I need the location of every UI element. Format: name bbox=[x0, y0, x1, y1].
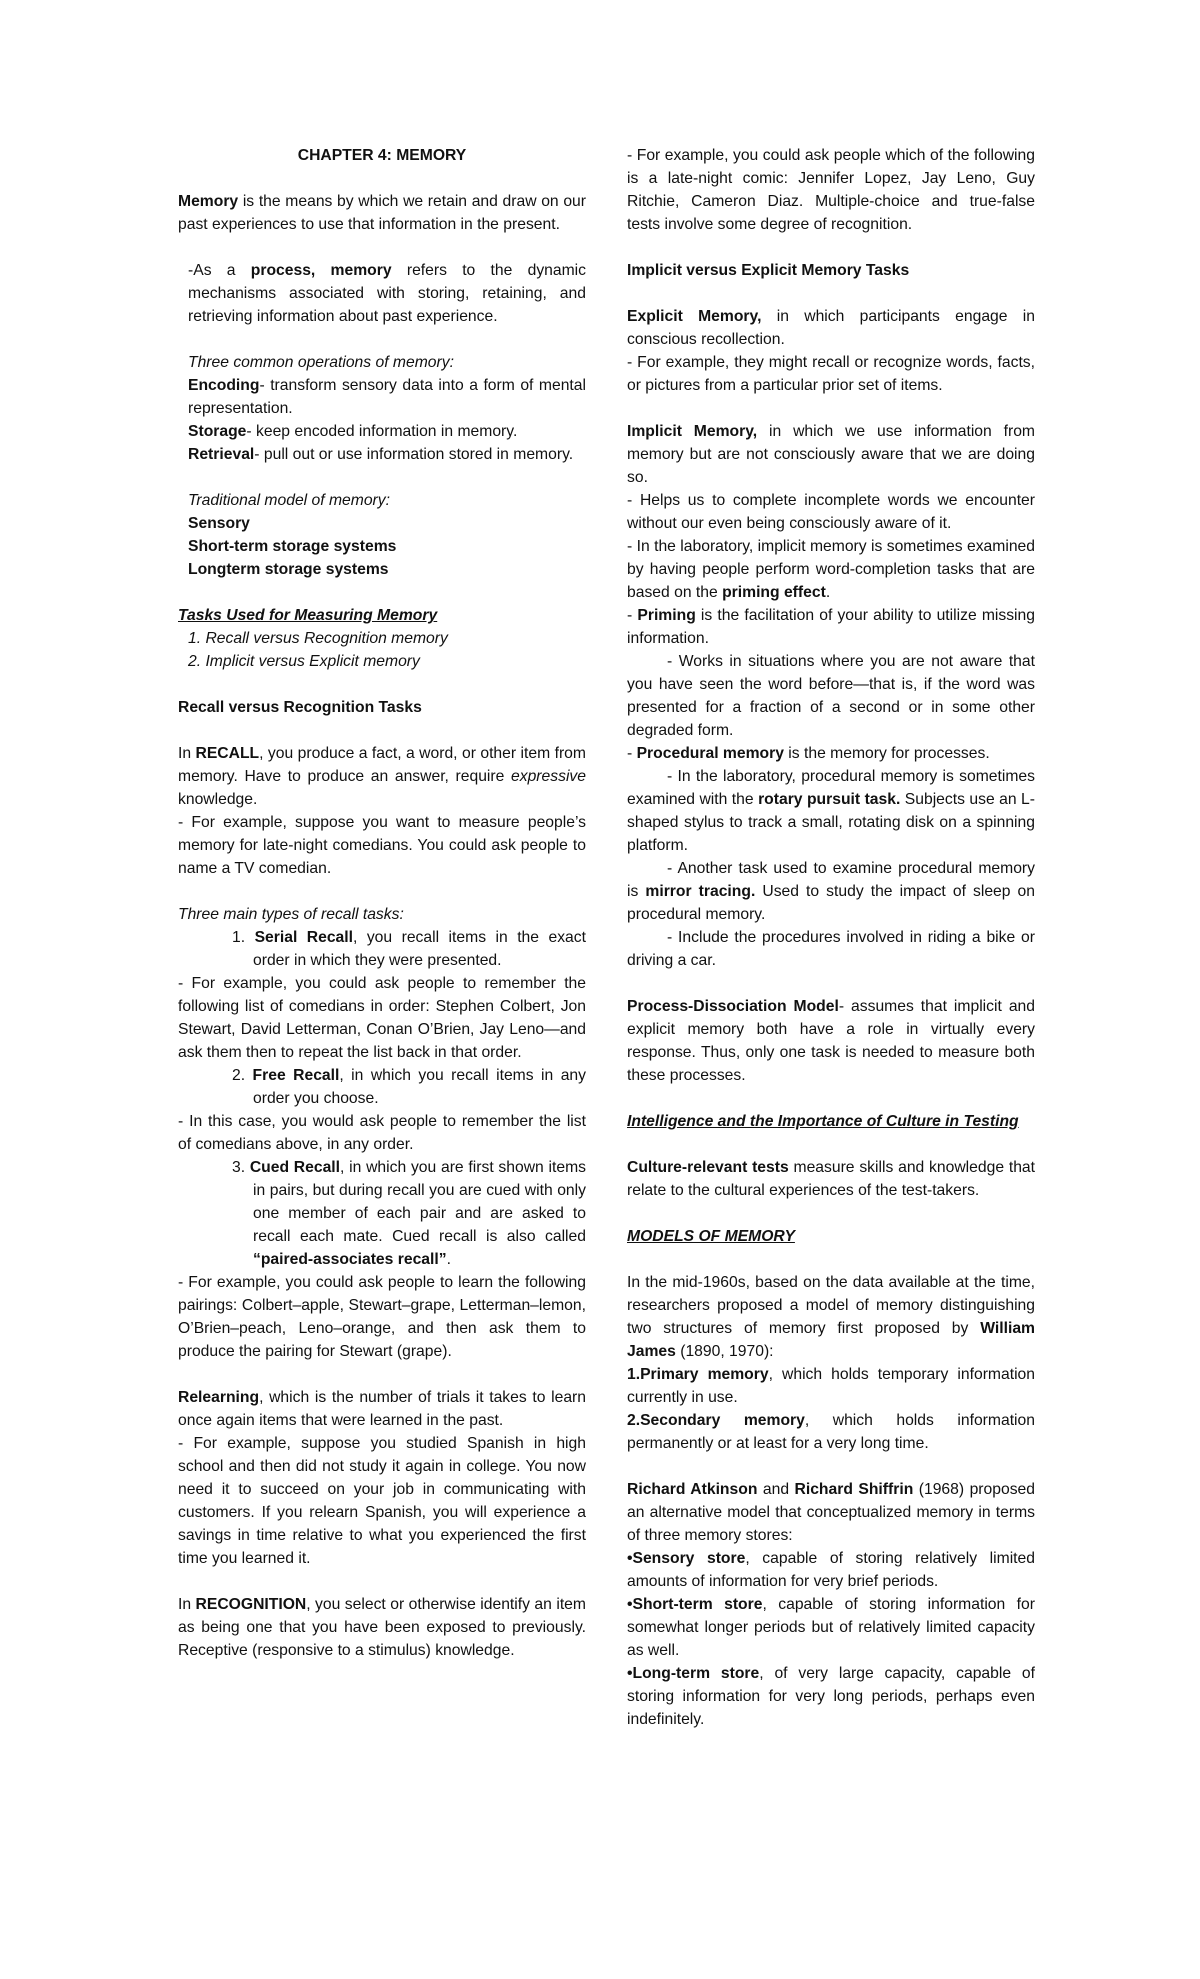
text-run: Three common operations of memory: bbox=[188, 354, 454, 371]
text-run: MODELS OF MEMORY bbox=[627, 1228, 795, 1245]
paragraph bbox=[627, 144, 1035, 236]
paragraph-spacer bbox=[627, 236, 1035, 259]
text-run: knowledge. bbox=[178, 791, 258, 808]
text-run: Cued Recall bbox=[249, 1159, 341, 1176]
text-run: - assumes that implicit and explicit memory both have a role in virtually every response. Thus, only one task is needed to measure both these processes. bbox=[627, 998, 1035, 1084]
text-run: Procedural memory bbox=[636, 745, 784, 762]
text-run: , you recall items in the exact order in which they were presented. bbox=[253, 929, 586, 969]
paragraph bbox=[178, 259, 586, 328]
paragraph bbox=[627, 1156, 1035, 1202]
paragraph bbox=[178, 1593, 586, 1662]
paragraph bbox=[178, 512, 586, 535]
paragraph bbox=[627, 305, 1035, 351]
paragraph bbox=[627, 995, 1035, 1087]
text-run: , which is the number of trials it takes to learn once again items that were learned in the past. bbox=[178, 1389, 586, 1429]
paragraph bbox=[627, 1271, 1035, 1363]
text-run: , which holds temporary information currently in use. bbox=[627, 1366, 1036, 1406]
paragraph bbox=[178, 1386, 586, 1432]
paragraph-spacer bbox=[627, 972, 1035, 995]
text-run: Tasks Used for Measuring Memory bbox=[178, 607, 438, 624]
paragraph-spacer bbox=[178, 1570, 586, 1593]
text-run: , capable of storing information for somewhat longer periods but of relatively limited capacity as well. bbox=[627, 1596, 1035, 1659]
paragraph bbox=[627, 259, 1035, 282]
paragraph bbox=[627, 650, 1035, 742]
paragraph bbox=[627, 765, 1035, 857]
text-run: 1.Primary memory bbox=[627, 1366, 769, 1383]
text-run: - Include the procedures involved in riding a bike or driving a car. bbox=[627, 929, 1035, 969]
text-run: . bbox=[825, 584, 831, 601]
paragraph-spacer bbox=[627, 1202, 1035, 1225]
text-run: Sensory bbox=[188, 515, 250, 532]
text-run: Recall versus Recognition Tasks bbox=[178, 699, 422, 716]
paragraph bbox=[627, 1593, 1035, 1662]
text-run: In bbox=[178, 1596, 196, 1613]
text-run: Retrieval bbox=[188, 446, 255, 463]
text-run: - In the laboratory, implicit memory is sometimes examined by having people perform word-completion tasks that are based on the bbox=[627, 538, 1035, 601]
right-column bbox=[627, 144, 1035, 1731]
text-run: Explicit Memory, bbox=[627, 308, 762, 325]
paragraph-spacer bbox=[627, 1248, 1035, 1271]
paragraph bbox=[178, 535, 586, 558]
text-run: process, memory bbox=[250, 262, 392, 279]
text-run: , of very large capacity, capable of storing information for very long periods, perhaps even indefinitely. bbox=[627, 1665, 1035, 1728]
text-run: •Long-term store bbox=[627, 1665, 760, 1682]
text-run: and bbox=[757, 1481, 795, 1498]
paragraph bbox=[178, 972, 586, 1064]
text-run: “paired-associates recall” bbox=[253, 1251, 447, 1268]
paragraph bbox=[627, 1110, 1035, 1133]
paragraph bbox=[178, 604, 586, 627]
text-run: Relearning bbox=[178, 1389, 260, 1406]
paragraph-spacer bbox=[627, 1133, 1035, 1156]
text-run: rotary pursuit task. bbox=[758, 791, 901, 808]
text-run: 1. bbox=[232, 929, 255, 946]
paragraph-spacer bbox=[627, 1455, 1035, 1478]
text-run: - For example, you could ask people which of the following is a late-night comic: Jennifer Lopez, Jay Leno, Guy Ritchie, Cameron Diaz. Multiple-choice and true-false tests involve some degree of recognition. bbox=[627, 147, 1035, 233]
text-run: - In this case, you would ask people to remember the list of comedians above, in any order. bbox=[178, 1113, 586, 1153]
text-run: measure skills and knowledge that relate to the cultural experiences of the test-takers. bbox=[627, 1159, 1036, 1199]
paragraph bbox=[178, 351, 586, 374]
text-run: is the memory for processes. bbox=[783, 745, 990, 762]
text-run: Subjects use an L-shaped stylus to track a small, rotating disk on a spinning platform. bbox=[627, 791, 1035, 854]
text-run: Three main types of recall tasks: bbox=[178, 906, 404, 923]
text-run: Free Recall bbox=[252, 1067, 340, 1084]
text-run: -As a bbox=[188, 262, 251, 279]
paragraph bbox=[178, 650, 586, 673]
text-run: CHAPTER 4: MEMORY bbox=[297, 147, 467, 164]
text-run: Longterm storage systems bbox=[188, 561, 389, 578]
paragraph bbox=[178, 144, 586, 167]
text-run: 2. bbox=[232, 1067, 253, 1084]
paragraph-spacer bbox=[178, 466, 586, 489]
text-run: RECOGNITION bbox=[195, 1596, 307, 1613]
paragraph bbox=[627, 489, 1035, 535]
text-run: 2.Secondary memory bbox=[627, 1412, 805, 1429]
text-run: Traditional model of memory: bbox=[188, 492, 390, 509]
text-run: - bbox=[627, 745, 637, 762]
text-run: Implicit Memory, bbox=[627, 423, 758, 440]
text-run: , you produce a fact, a word, or other item from memory. Have to produce an answer, require bbox=[178, 745, 586, 785]
paragraph bbox=[178, 489, 586, 512]
text-run: (1968) proposed an alternative model that conceptualized memory in terms of three memory stores: bbox=[627, 1481, 1035, 1544]
paragraph bbox=[178, 1432, 586, 1570]
paragraph-spacer bbox=[178, 236, 586, 259]
text-run: - bbox=[627, 607, 638, 624]
text-run: Culture-relevant tests bbox=[627, 1159, 789, 1176]
text-run: Richard Atkinson bbox=[627, 1481, 758, 1498]
paragraph bbox=[627, 1547, 1035, 1593]
text-run: •Short-term store bbox=[627, 1596, 763, 1613]
text-run: in which participants engage in conscious recollection. bbox=[627, 308, 1036, 348]
text-run: is the means by which we retain and draw on our past experiences to use that information in the present. bbox=[178, 193, 586, 233]
text-run: William James bbox=[627, 1320, 1035, 1360]
paragraph bbox=[178, 1110, 586, 1156]
text-run: - transform sensory data into a form of mental representation. bbox=[188, 377, 586, 417]
text-run: Process-Dissociation Model bbox=[627, 998, 839, 1015]
paragraph bbox=[178, 190, 586, 236]
text-run: - keep encoded information in memory. bbox=[246, 423, 518, 440]
text-run: in which we use information from memory but are not consciously aware that we are doing so. bbox=[627, 423, 1035, 486]
paragraph-spacer bbox=[178, 1363, 586, 1386]
text-run: - For example, suppose you studied Spanish in high school and then did not study it again in college. You now need it to succeed on your job in communicating with customers. If you relearn Spanish, you will experience a savings in time relative to what you experienced the first time you learned it. bbox=[178, 1435, 586, 1567]
text-run: 3. bbox=[232, 1159, 250, 1176]
paragraph-spacer bbox=[627, 282, 1035, 305]
paragraph bbox=[178, 926, 586, 972]
text-run: Encoding bbox=[188, 377, 260, 394]
text-run: , in which you recall items in any order you choose. bbox=[253, 1067, 586, 1107]
paragraph-spacer bbox=[178, 328, 586, 351]
text-run: - For example, they might recall or recognize words, facts, or pictures from a particular prior set of items. bbox=[627, 354, 1035, 394]
left-column bbox=[178, 144, 586, 1662]
text-run: In bbox=[178, 745, 196, 762]
paragraph bbox=[178, 1156, 586, 1271]
paragraph bbox=[178, 811, 586, 880]
paragraph bbox=[627, 1409, 1035, 1455]
text-run: - In the laboratory, procedural memory is sometimes examined with the bbox=[627, 768, 1035, 808]
text-run: - For example, suppose you want to measure people’s memory for late-night comedians. You could ask people to name a TV comedian. bbox=[178, 814, 586, 877]
paragraph bbox=[627, 742, 1035, 765]
paragraph bbox=[627, 604, 1035, 650]
text-run: - pull out or use information stored in memory. bbox=[254, 446, 574, 463]
paragraph-spacer bbox=[627, 397, 1035, 420]
paragraph bbox=[178, 1271, 586, 1363]
text-run: , capable of storing relatively limited amounts of information for very brief periods. bbox=[627, 1550, 1035, 1590]
paragraph bbox=[178, 627, 586, 650]
paragraph-spacer bbox=[178, 719, 586, 742]
paragraph bbox=[178, 1064, 586, 1110]
text-run: - Works in situations where you are not aware that you have seen the word before—that is, if the word was presented for a fraction of a second or in some other degraded form. bbox=[627, 653, 1035, 739]
paragraph bbox=[627, 351, 1035, 397]
paragraph-spacer bbox=[627, 1087, 1035, 1110]
text-run: , in which you are first shown items in pairs, but during recall you are cued with only one member of each pair and are asked to recall each mate. Cued recall is also called bbox=[253, 1159, 586, 1245]
paragraph bbox=[178, 443, 586, 466]
text-run: - For example, you could ask people to remember the following list of comedians in order: Stephen Colbert, Jon Stewart, David Letterman, Conan O’Brien, Jay Leno—and ask them then to repeat the list back in that order. bbox=[178, 975, 586, 1061]
paragraph-spacer bbox=[178, 673, 586, 696]
text-run: Storage bbox=[188, 423, 247, 440]
text-run: refers to the dynamic mechanisms associated with storing, retaining, and retrieving information about past experience. bbox=[188, 262, 587, 325]
paragraph-spacer bbox=[178, 880, 586, 903]
text-run: Implicit versus Explicit Memory Tasks bbox=[627, 262, 910, 279]
paragraph bbox=[627, 535, 1035, 604]
text-run: . bbox=[446, 1251, 451, 1268]
paragraph bbox=[178, 374, 586, 420]
paragraph bbox=[627, 1225, 1035, 1248]
text-run: , you select or otherwise identify an item as being one that you have been exposed to previously. Receptive (responsive to a stimulus) knowledge. bbox=[178, 1596, 586, 1659]
text-run: RECALL bbox=[195, 745, 260, 762]
text-run: Serial Recall bbox=[254, 929, 353, 946]
paragraph bbox=[627, 1363, 1035, 1409]
paragraph-spacer bbox=[178, 167, 586, 190]
text-run: - Another task used to examine procedural memory is bbox=[627, 860, 1035, 900]
text-run: priming effect bbox=[722, 584, 826, 601]
text-run: 1. Recall versus Recognition memory bbox=[188, 630, 448, 647]
text-run: Priming bbox=[637, 607, 696, 624]
paragraph bbox=[178, 696, 586, 719]
text-run: Richard Shiffrin bbox=[794, 1481, 914, 1498]
text-run: Memory bbox=[178, 193, 239, 210]
text-run: Short-term storage systems bbox=[188, 538, 397, 555]
text-run: is the facilitation of your ability to utilize missing information. bbox=[627, 607, 1035, 647]
text-run: •Sensory store bbox=[627, 1550, 746, 1567]
paragraph bbox=[627, 857, 1035, 926]
paragraph bbox=[627, 1478, 1035, 1547]
paragraph-spacer bbox=[178, 581, 586, 604]
paragraph bbox=[178, 558, 586, 581]
text-run: expressive bbox=[511, 768, 586, 785]
paragraph bbox=[627, 1662, 1035, 1731]
text-run: mirror tracing. bbox=[645, 883, 756, 900]
text-run: Intelligence and the Importance of Culture in Testing bbox=[627, 1113, 1019, 1130]
text-run: - For example, you could ask people to learn the following pairings: Colbert–apple, Stewart–grape, Letterman–lemon, O’Brien–peach, Leno–orange, and then ask them to produce the pairing for Stewart (grape). bbox=[178, 1274, 586, 1360]
paragraph bbox=[627, 926, 1035, 972]
text-run: Used to study the impact of sleep on procedural memory. bbox=[627, 883, 1035, 923]
text-run: 2. Implicit versus Explicit memory bbox=[188, 653, 420, 670]
paragraph bbox=[627, 420, 1035, 489]
text-run: In the mid-1960s, based on the data available at the time, researchers proposed a model of memory distinguishing two structures of memory first proposed by bbox=[627, 1274, 1035, 1337]
text-run: - Helps us to complete incomplete words we encounter without our even being consciously aware of it. bbox=[627, 492, 1035, 532]
text-run: (1890, 1970): bbox=[675, 1343, 774, 1360]
text-run: , which holds information permanently or at least for a very long time. bbox=[627, 1412, 1035, 1452]
paragraph bbox=[178, 903, 586, 926]
paragraph bbox=[178, 742, 586, 811]
paragraph bbox=[178, 420, 586, 443]
